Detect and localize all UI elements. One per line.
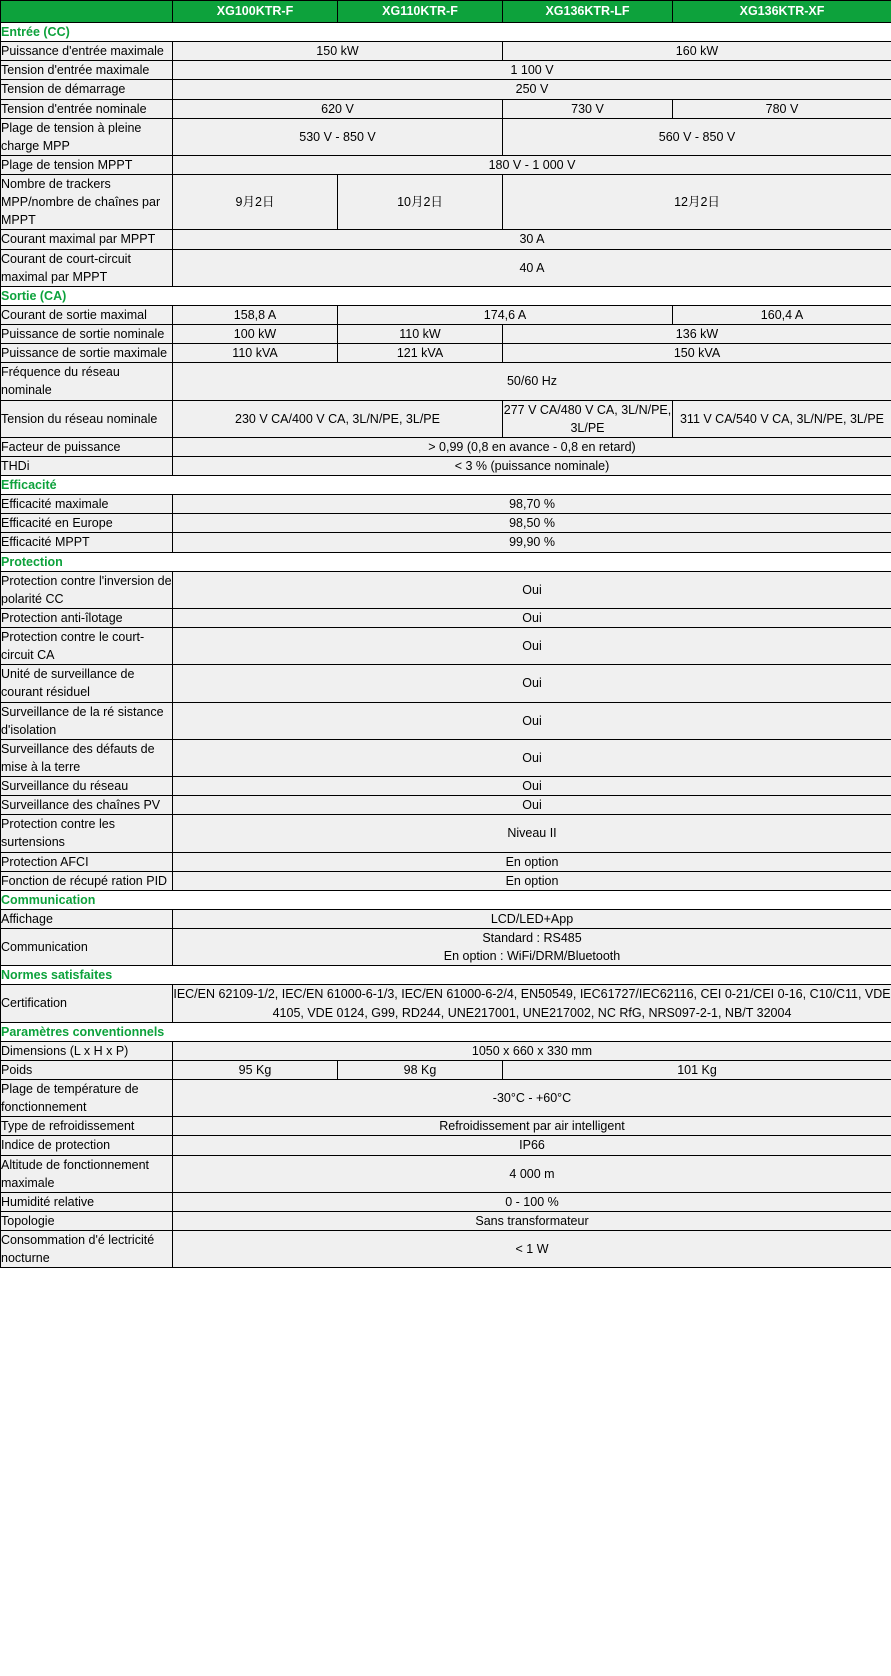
spec-label: Communication [1,929,173,966]
spec-label: Courant de court-circuit maximal par MPPT [1,249,173,286]
spec-value: 250 V [173,80,891,99]
spec-label: Efficacité MPPT [1,533,173,552]
spec-value: Oui [173,628,891,665]
spec-value: 30 A [173,230,891,249]
spec-row [1,437,891,456]
spec-row [1,985,891,1022]
spec-value: Oui [173,608,891,627]
spec-row [1,400,891,437]
spec-value: Sans transformateur [173,1211,891,1230]
spec-value: 0 - 100 % [173,1192,891,1211]
spec-value: 4 000 m [173,1155,891,1192]
spec-label: Plage de tension à pleine charge MPP [1,118,173,155]
spec-value: 530 V - 850 V [173,118,503,155]
section-header-row [1,1022,891,1041]
spec-value: 121 kVA [338,344,503,363]
spec-value: 158,8 A [173,305,338,324]
spec-row [1,777,891,796]
spec-row [1,1136,891,1155]
spec-label: Certification [1,985,173,1022]
spec-label: Puissance de sortie nominale [1,325,173,344]
section-title: Sortie (CA) [1,286,891,305]
table-corner-cell [1,1,173,23]
spec-row [1,325,891,344]
spec-value: 98 Kg [338,1060,503,1079]
spec-label: Efficacité en Europe [1,514,173,533]
spec-label: Affichage [1,909,173,928]
spec-label: Facteur de puissance [1,437,173,456]
spec-value: 95 Kg [173,1060,338,1079]
section-header-row [1,890,891,909]
spec-row [1,909,891,928]
spec-row [1,344,891,363]
spec-row [1,796,891,815]
spec-label: Courant maximal par MPPT [1,230,173,249]
spec-label: Unité de surveillance de courant résiduel [1,665,173,702]
spec-label: Protection contre l'inversion de polarité CC [1,571,173,608]
spec-label: Efficacité maximale [1,495,173,514]
spec-value: Oui [173,665,891,702]
spec-label: Courant de sortie maximal [1,305,173,324]
section-title: Entrée (CC) [1,23,891,42]
spec-value: 99,90 % [173,533,891,552]
spec-value: En option [173,852,891,871]
spec-row [1,80,891,99]
spec-row [1,305,891,324]
spec-row [1,929,891,966]
spec-row [1,871,891,890]
spec-label: Plage de température de fonctionnement [1,1080,173,1117]
spec-label: Protection contre les surtensions [1,815,173,852]
spec-row [1,175,891,230]
spec-value: Oui [173,571,891,608]
spec-row [1,608,891,627]
spec-value: 100 kW [173,325,338,344]
spec-row [1,1041,891,1060]
spec-row [1,852,891,871]
spec-label: Tension d'entrée nominale [1,99,173,118]
spec-label: Tension de démarrage [1,80,173,99]
spec-label: Humidité relative [1,1192,173,1211]
section-header-row [1,966,891,985]
spec-label: Consommation d'é lectricité nocturne [1,1231,173,1268]
spec-value: 160 kW [503,42,891,61]
section-header-row [1,552,891,571]
spec-value: 730 V [503,99,673,118]
spec-label: Protection contre le court-circuit CA [1,628,173,665]
spec-label: Surveillance des défauts de mise à la terre [1,739,173,776]
spec-row [1,230,891,249]
spec-row [1,1117,891,1136]
spec-value: 174,6 A [338,305,673,324]
spec-label: Puissance de sortie maximale [1,344,173,363]
spec-value: 620 V [173,99,503,118]
spec-row [1,363,891,400]
spec-value: 1050 x 660 x 330 mm [173,1041,891,1060]
model-header-row [1,1,891,23]
spec-row [1,99,891,118]
spec-label: Surveillance du réseau [1,777,173,796]
model-column-header: XG136KTR-LF [503,1,673,23]
spec-value: IP66 [173,1136,891,1155]
section-header-row [1,476,891,495]
spec-value: 10月2日 [338,175,503,230]
spec-value: 98,70 % [173,495,891,514]
spec-row [1,1155,891,1192]
spec-value: 311 V CA/540 V CA, 3L/N/PE, 3L/PE [673,400,891,437]
spec-label: Topologie [1,1211,173,1230]
spec-value: 9月2日 [173,175,338,230]
spec-value: 160,4 A [673,305,891,324]
spec-label: Dimensions (L x H x P) [1,1041,173,1060]
spec-value: 136 kW [503,325,891,344]
spec-label: Fréquence du réseau nominale [1,363,173,400]
spec-row [1,628,891,665]
spec-value: Refroidissement par air intelligent [173,1117,891,1136]
spec-label: THDi [1,456,173,475]
spec-row [1,571,891,608]
spec-label: Surveillance de la ré sistance d'isolation [1,702,173,739]
spec-value: 12月2日 [503,175,891,230]
spec-value: 1 100 V [173,61,891,80]
spec-row [1,1192,891,1211]
spec-value: 101 Kg [503,1060,891,1079]
spec-row [1,739,891,776]
spec-value: 150 kW [173,42,503,61]
spec-label: Altitude de fonctionnement maximale [1,1155,173,1192]
spec-label: Tension d'entrée maximale [1,61,173,80]
spec-row [1,495,891,514]
spec-row [1,1060,891,1079]
spec-row [1,1080,891,1117]
spec-value: Oui [173,796,891,815]
section-title: Communication [1,890,891,909]
spec-value: Oui [173,702,891,739]
section-title: Protection [1,552,891,571]
spec-value: 560 V - 850 V [503,118,891,155]
model-column-header: XG110KTR-F [338,1,503,23]
spec-row [1,249,891,286]
spec-row [1,456,891,475]
spec-row [1,815,891,852]
spec-row [1,702,891,739]
spec-row [1,155,891,174]
spec-value: 180 V - 1 000 V [173,155,891,174]
spec-value: 50/60 Hz [173,363,891,400]
spec-row [1,118,891,155]
spec-value: 40 A [173,249,891,286]
spec-value: En option [173,871,891,890]
spec-row [1,42,891,61]
section-header-row [1,286,891,305]
spec-value: 110 kVA [173,344,338,363]
spec-label: Poids [1,1060,173,1079]
spec-value: 277 V CA/480 V CA, 3L/N/PE, 3L/PE [503,400,673,437]
spec-value: Niveau II [173,815,891,852]
spec-table-body [1,1,891,1268]
spec-row [1,514,891,533]
spec-value: 110 kW [338,325,503,344]
model-column-header: XG100KTR-F [173,1,338,23]
spec-label: Indice de protection [1,1136,173,1155]
spec-value: -30°C - +60°C [173,1080,891,1117]
spec-label: Protection anti-îlotage [1,608,173,627]
section-title: Normes satisfaites [1,966,891,985]
spec-row [1,533,891,552]
spec-row [1,665,891,702]
model-column-header: XG136KTR-XF [673,1,891,23]
section-title: Paramètres conventionnels [1,1022,891,1041]
section-header-row [1,23,891,42]
spec-value: < 3 % (puissance nominale) [173,456,891,475]
spec-value: 780 V [673,99,891,118]
spec-value: Standard : RS485 En option : WiFi/DRM/Bluetooth [173,929,891,966]
section-title: Efficacité [1,476,891,495]
spec-value: < 1 W [173,1231,891,1268]
spec-value: 230 V CA/400 V CA, 3L/N/PE, 3L/PE [173,400,503,437]
spec-value: 150 kVA [503,344,891,363]
spec-label: Tension du réseau nominale [1,400,173,437]
spec-row [1,61,891,80]
spec-value: > 0,99 (0,8 en avance - 0,8 en retard) [173,437,891,456]
spec-label: Puissance d'entrée maximale [1,42,173,61]
spec-value: 98,50 % [173,514,891,533]
spec-row [1,1211,891,1230]
spec-value: Oui [173,777,891,796]
spec-label: Nombre de trackers MPP/nombre de chaînes par MPPT [1,175,173,230]
spec-value: LCD/LED+App [173,909,891,928]
spec-value: IEC/EN 62109-1/2, IEC/EN 61000-6-1/3, IEC/EN 61000-6-2/4, EN50549, IEC61727/IEC62116, CEI 0-21/CEI 0-16, C10/C11, VDE 4105, VDE 0124, G99, RD244, UNE217001, UNE217002, NC RfG, NRS097-2-1, NB/T 32004 [173,985,891,1022]
spec-label: Fonction de récupé ration PID [1,871,173,890]
spec-label: Protection AFCI [1,852,173,871]
spec-value: Oui [173,739,891,776]
spec-label: Type de refroidissement [1,1117,173,1136]
spec-label: Surveillance des chaînes PV [1,796,173,815]
spec-label: Plage de tension MPPT [1,155,173,174]
spec-row [1,1231,891,1268]
